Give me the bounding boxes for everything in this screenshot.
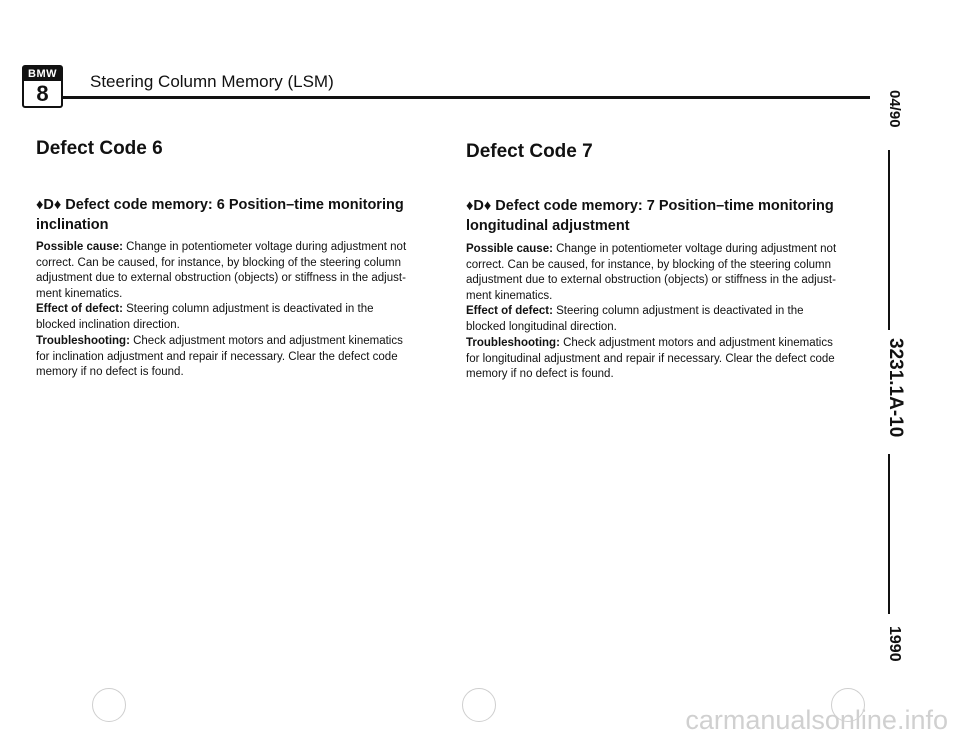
side-rule-2 <box>888 454 890 614</box>
header-divider <box>62 96 870 99</box>
watermark: carmanualsonline.info <box>685 705 948 735</box>
left-effect-label: Effect of defect: <box>36 303 123 315</box>
left-effect-text: Steering column adjustment is deactivated in the blocked inclination direction. <box>36 303 374 331</box>
right-troubleshooting-label: Troubleshooting: <box>466 337 560 349</box>
left-heading: ♦D♦ Defect code memory: 6 Position–time monitoring inclination <box>36 197 404 233</box>
right-possible-cause <box>466 242 844 304</box>
right-possible-cause-text: Change in potentiometer voltage during adjustment not correct. Can be caused, for instance, by blocking of the steering column adjustment due to external obstruction (objects) or stiffness in the adjust-ment kinematics. <box>466 243 837 302</box>
right-troubleshooting <box>466 336 844 383</box>
left-troubleshooting-text: Check adjustment motors and adjustment kinematics for inclination adjustment and repair if necessary. Clear the defect code memory if no defect is found. <box>36 335 403 378</box>
side-rule-1 <box>888 150 890 330</box>
left-section-title: Defect Code 6 <box>36 138 163 159</box>
right-effect-label: Effect of defect: <box>466 305 553 317</box>
left-possible-cause-label: Possible cause: <box>36 241 123 253</box>
side-date: 04/90 <box>886 90 903 128</box>
punch-hole-middle <box>462 688 496 722</box>
logo-brand: BMW <box>24 67 61 81</box>
right-section-title: Defect Code 7 <box>466 141 593 162</box>
bmw-logo <box>22 65 63 108</box>
right-troubleshooting-text: Check adjustment motors and adjustment kinematics for longitudinal adjustment and repair if necessary. Clear the defect code memory if no defect is found. <box>466 337 835 380</box>
right-effect-text: Steering column adjustment is deactivated in the blocked longitudinal direction. <box>466 305 804 333</box>
left-possible-cause-text: Change in potentiometer voltage during adjustment not correct. Can be caused, for instance, by blocking of the steering column adjustment due to external obstruction (objects) or stiffness in the adjust-ment kinematics. <box>36 241 407 300</box>
page-title: Steering Column Memory (LSM) <box>90 72 334 91</box>
right-heading: ♦D♦ Defect code memory: 7 Position–time monitoring longitudinal adjustment <box>466 198 834 234</box>
side-year: 1990 <box>886 626 903 662</box>
logo-series: 8 <box>36 81 49 106</box>
left-troubleshooting <box>36 334 416 381</box>
left-effect <box>36 302 416 333</box>
left-possible-cause <box>36 240 416 302</box>
punch-hole-left <box>92 688 126 722</box>
side-document-code: 3231.1A-10 <box>885 338 906 438</box>
left-troubleshooting-label: Troubleshooting: <box>36 335 130 347</box>
right-effect <box>466 304 844 335</box>
right-possible-cause-label: Possible cause: <box>466 243 553 255</box>
